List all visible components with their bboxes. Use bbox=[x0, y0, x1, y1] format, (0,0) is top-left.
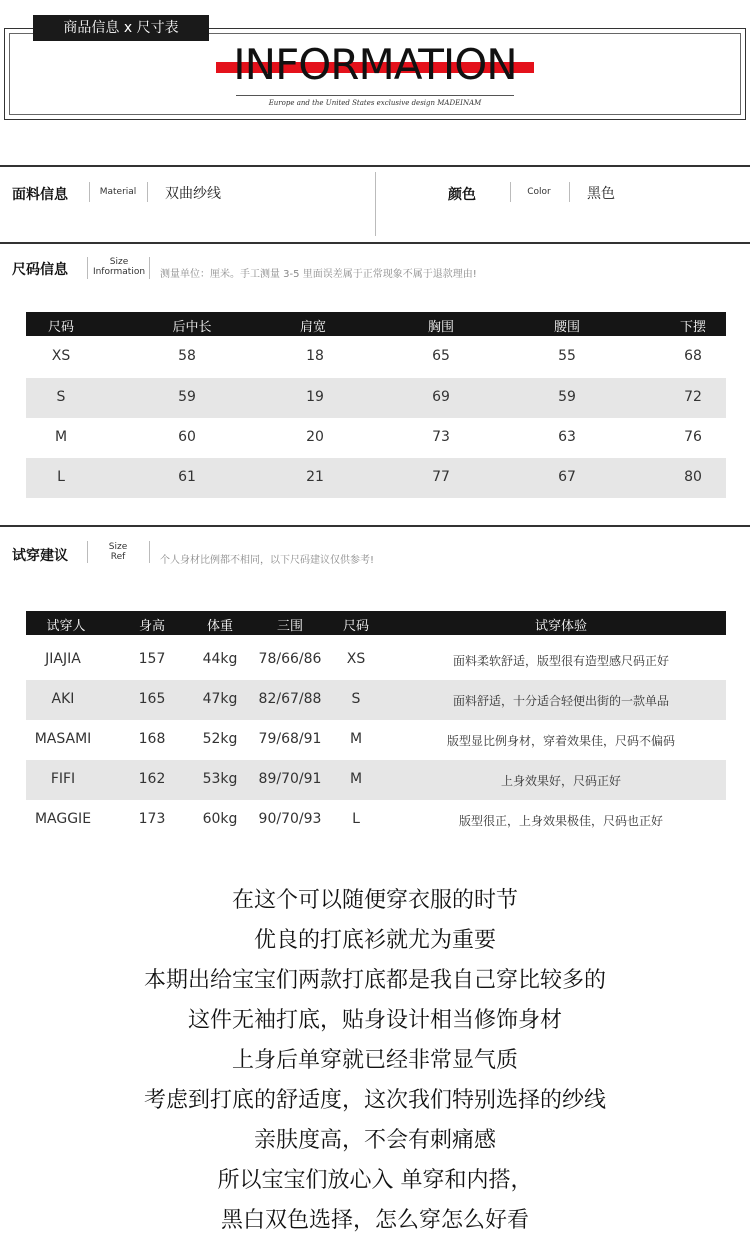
separator bbox=[87, 257, 88, 279]
table-row bbox=[26, 418, 726, 458]
table-cell: 版型很正，上身效果极佳，尺码也正好 bbox=[458, 814, 663, 828]
header-tab: 商品信息 x 尺寸表 bbox=[33, 15, 209, 41]
fit-ref-note: 个人身材比例都不相同，以下尺码建议仅供参考! bbox=[160, 555, 375, 566]
table-row bbox=[26, 641, 726, 679]
table-cell: 82/67/88 bbox=[258, 691, 322, 707]
table-cell: 78/66/86 bbox=[258, 651, 322, 667]
table-cell: 60 bbox=[178, 429, 196, 445]
table-cell: 89/70/91 bbox=[258, 771, 322, 787]
table-cell: L bbox=[57, 469, 65, 485]
table-cell: M bbox=[349, 731, 363, 747]
color-value: 黑色 bbox=[587, 186, 615, 202]
description-line: 上身后单穿就已经非常显气质 bbox=[231, 1048, 518, 1073]
size-info-label-en-2: Information bbox=[92, 267, 146, 277]
table-cell: MASAMI bbox=[34, 731, 92, 747]
description-line: 黑白双色选择，怎么穿怎么好看 bbox=[220, 1208, 529, 1233]
header-cell: 体重 bbox=[206, 619, 233, 634]
divider-fit-top bbox=[0, 525, 750, 527]
table-cell: 157 bbox=[138, 651, 166, 667]
table-cell: 73 bbox=[432, 429, 450, 445]
separator bbox=[569, 182, 570, 202]
divider-size-top bbox=[0, 242, 750, 244]
table-cell: 69 bbox=[432, 389, 450, 405]
header-cell: 胸围 bbox=[427, 320, 454, 335]
table-row bbox=[26, 800, 726, 840]
table-cell: 21 bbox=[306, 469, 324, 485]
table-row bbox=[26, 720, 726, 760]
table-cell: 47kg bbox=[202, 691, 238, 707]
table-cell: 19 bbox=[306, 389, 324, 405]
table-cell: S bbox=[351, 691, 361, 707]
table-cell: M bbox=[54, 429, 68, 445]
size-info-label-en bbox=[92, 257, 146, 277]
page-title: INFORMATION bbox=[233, 40, 517, 89]
table-row bbox=[26, 338, 726, 376]
fit-ref-label: 试穿建议 bbox=[12, 548, 68, 564]
header-cell: 试穿体验 bbox=[534, 619, 587, 634]
table-row bbox=[26, 458, 726, 498]
fit-ref-label-en bbox=[96, 542, 140, 562]
table-cell: 162 bbox=[138, 771, 166, 787]
table-row bbox=[26, 680, 726, 720]
header-cell: 身高 bbox=[138, 619, 165, 634]
header-cell: 肩宽 bbox=[299, 320, 326, 335]
table-cell: 77 bbox=[432, 469, 450, 485]
header-cell: 尺码 bbox=[342, 619, 369, 634]
table-cell: 68 bbox=[684, 348, 702, 364]
table-cell: 60kg bbox=[202, 811, 238, 827]
table-cell: FIFI bbox=[50, 771, 76, 787]
separator bbox=[89, 182, 90, 202]
table-cell: 59 bbox=[178, 389, 196, 405]
table-cell: 79/68/91 bbox=[258, 731, 322, 747]
table-row bbox=[26, 378, 726, 418]
table-cell: 52kg bbox=[202, 731, 238, 747]
table-cell: 67 bbox=[558, 469, 576, 485]
size-table-header bbox=[26, 312, 726, 336]
table-cell: 59 bbox=[558, 389, 576, 405]
table-cell: 80 bbox=[684, 469, 702, 485]
description-line: 这件无袖打底，贴身设计相当修饰身材 bbox=[187, 1008, 562, 1033]
header-cell: 试穿人 bbox=[46, 619, 86, 634]
material-label: 面料信息 bbox=[12, 187, 68, 203]
page-subtitle: Europe and the United States exclusive design MADEINAM bbox=[268, 99, 482, 107]
fit-table bbox=[26, 611, 726, 841]
divider-material-top bbox=[0, 165, 750, 167]
fit-ref-label-en-2: Ref bbox=[110, 552, 126, 562]
header-cell: 后中长 bbox=[172, 320, 212, 335]
table-cell: 90/70/93 bbox=[258, 811, 322, 827]
separator bbox=[149, 541, 150, 563]
table-cell: JIAJIA bbox=[45, 651, 81, 667]
table-cell: 76 bbox=[684, 429, 702, 445]
separator bbox=[87, 541, 88, 563]
table-cell: 58 bbox=[178, 348, 196, 364]
table-cell: 20 bbox=[306, 429, 324, 445]
size-info-label: 尺码信息 bbox=[12, 262, 68, 278]
title-underline bbox=[236, 95, 514, 96]
description-line: 所以宝宝们放心入 单穿和内搭， bbox=[217, 1168, 533, 1193]
size-info-note: 测量单位：厘米。手工测量 3-5 里面误差属于正常现象不属于退款理由! bbox=[160, 269, 477, 280]
description-line: 本期出给宝宝们两款打底都是我自己穿比较多的 bbox=[143, 968, 606, 993]
table-cell: 168 bbox=[138, 731, 166, 747]
material-value: 双曲纱线 bbox=[165, 186, 221, 202]
table-cell: XS bbox=[346, 651, 366, 667]
table-cell: L bbox=[352, 811, 360, 827]
material-label-en: Material bbox=[99, 187, 137, 197]
table-cell: 44kg bbox=[202, 651, 238, 667]
header-cell: 下摆 bbox=[679, 320, 706, 335]
table-cell: 上身效果好，尺码正好 bbox=[500, 774, 621, 788]
header-cell: 尺码 bbox=[47, 320, 74, 335]
table-cell: 18 bbox=[306, 348, 324, 364]
color-label-en: Color bbox=[527, 187, 551, 197]
description-line: 亲肤度高，不会有刺痛感 bbox=[253, 1128, 496, 1153]
header-cell: 腰围 bbox=[553, 320, 580, 335]
table-cell: M bbox=[349, 771, 363, 787]
separator bbox=[510, 182, 511, 202]
table-cell: MAGGIE bbox=[34, 811, 92, 827]
separator bbox=[147, 182, 148, 202]
table-cell: 61 bbox=[178, 469, 196, 485]
table-cell: 53kg bbox=[202, 771, 238, 787]
fit-table-header bbox=[26, 611, 726, 635]
header-cell: 三围 bbox=[276, 619, 303, 634]
table-cell: 面料舒适，十分适合轻便出街的一款单品 bbox=[452, 694, 669, 708]
table-cell: 173 bbox=[138, 811, 166, 827]
table-cell: XS bbox=[51, 348, 71, 364]
size-info-label-en-1: Size bbox=[109, 257, 129, 267]
table-row bbox=[26, 760, 726, 800]
description-line: 优良的打底衫就尤为重要 bbox=[253, 928, 496, 953]
table-cell: S bbox=[56, 389, 66, 405]
section-column-separator bbox=[375, 172, 376, 236]
separator bbox=[149, 257, 150, 279]
table-cell: 65 bbox=[432, 348, 450, 364]
table-cell: 72 bbox=[684, 389, 702, 405]
table-cell: 55 bbox=[558, 348, 576, 364]
description-line: 考虑到打底的舒适度，这次我们特别选择的纱线 bbox=[143, 1088, 606, 1113]
color-label: 颜色 bbox=[448, 187, 476, 203]
fit-ref-label-en-1: Size bbox=[108, 542, 128, 552]
table-cell: AKI bbox=[51, 691, 75, 707]
table-cell: 165 bbox=[138, 691, 166, 707]
description-line: 在这个可以随便穿衣服的时节 bbox=[231, 888, 518, 913]
size-table bbox=[26, 312, 726, 500]
table-cell: 63 bbox=[558, 429, 576, 445]
table-cell: 版型显比例身材，穿着效果佳，尺码不偏码 bbox=[446, 734, 675, 748]
table-cell: 面料柔软舒适，版型很有造型感尺码正好 bbox=[452, 654, 669, 668]
